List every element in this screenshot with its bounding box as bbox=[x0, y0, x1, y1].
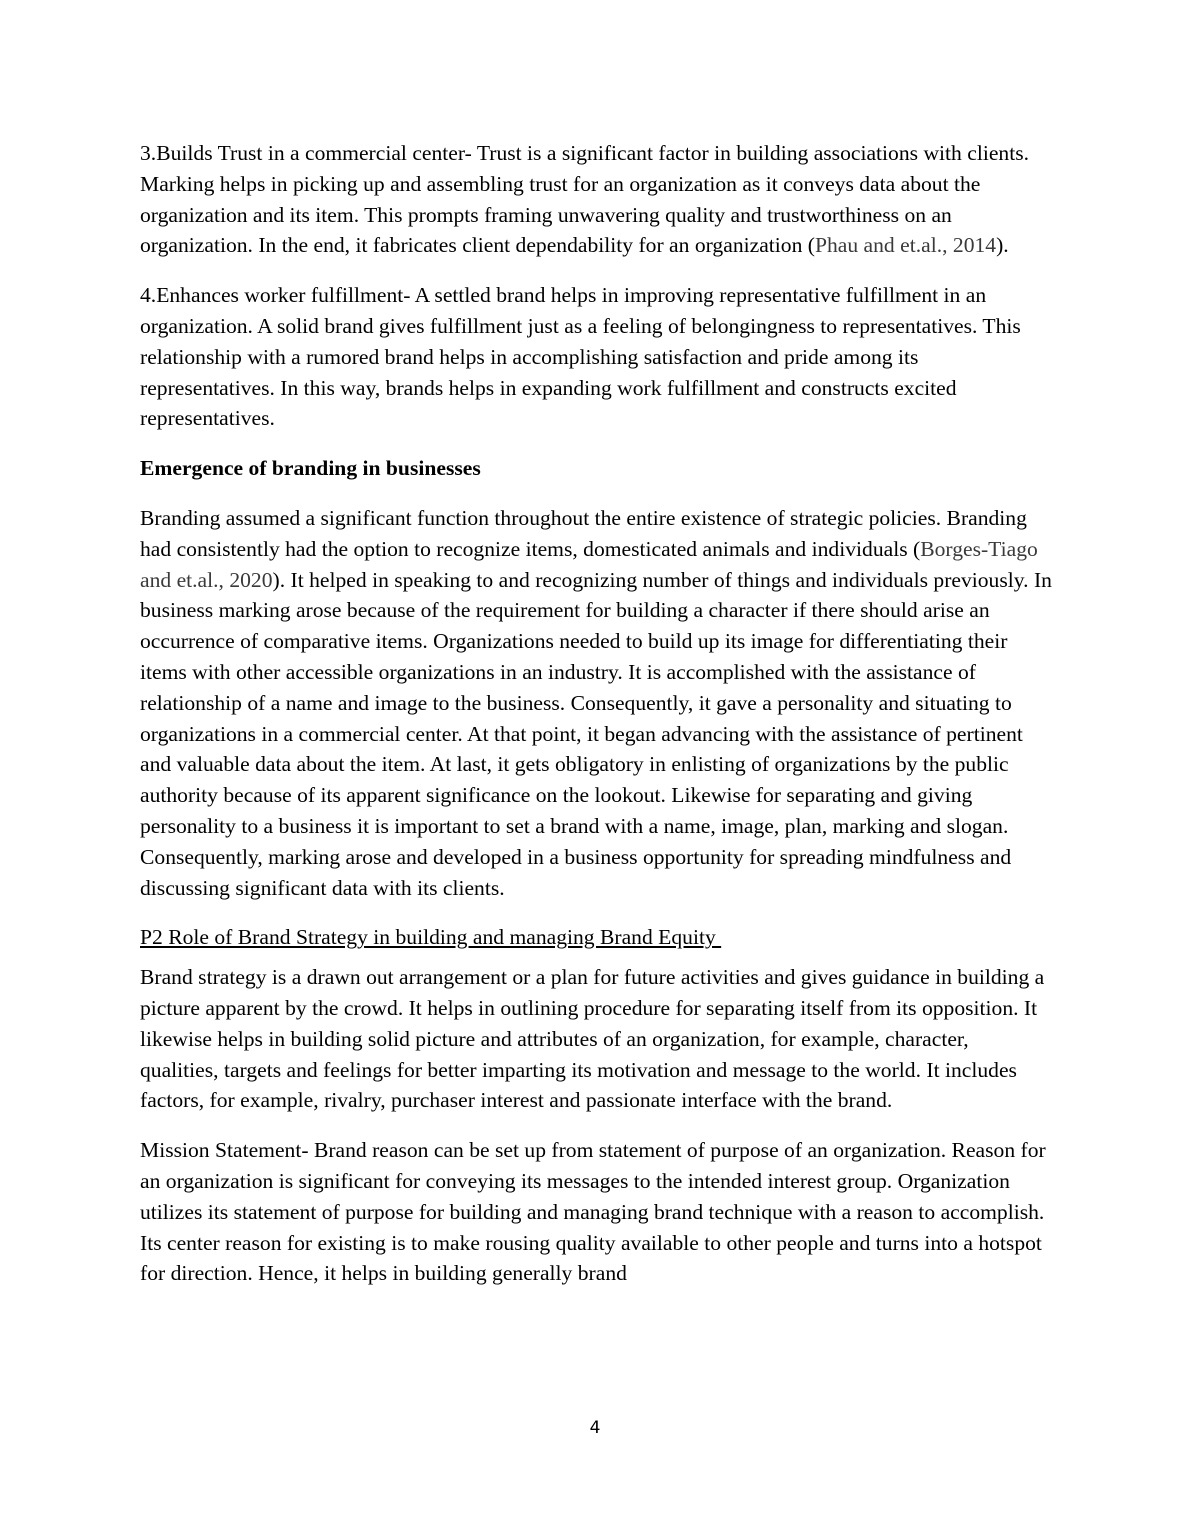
paragraph-text: Brand strategy is a drawn out arrangement or a plan for future activities and gives guidance in building a picture apparent by the crowd. It helps in outlining procedure for separating itself from its opposition. It likewise helps in building solid picture and attributes of an organization, for example, character, qualities, targets and feelings for better imparting its motivation and message to the world. It includes factors, for example, rivalry, purchaser interest and passionate interface with the brand. bbox=[140, 965, 1045, 1113]
heading-p2-brand-strategy: P2 Role of Brand Strategy in building and managing Brand Equity bbox=[140, 925, 722, 950]
paragraph-text-end: ). bbox=[996, 233, 1009, 258]
citation-borges-tiago: Borges-Tiago and et.al., 2020 bbox=[140, 536, 1038, 592]
paragraph-text: 3.Builds Trust in a commercial center- Trust is a significant factor in building associations with clients. Marking helps in picking up and assembling trust for an organization as it conveys data about the organization and its item. This prompts framing unwavering quality and trustworthiness on an organization. In the end, it fabricates client dependability for an organization ( bbox=[140, 141, 1030, 258]
paragraph-text: Mission Statement- Brand reason can be set up from statement of purpose of an organization. Reason for an organization is significant for conveying its messages to the intended interest group. Organization utilizes its statement of purpose for building and managing brand technique with a reason to accomplish. Its center reason for existing is to make rousing quality available to other people and turns into a hotspot for direction. Hence, it helps in building generally brand bbox=[140, 1138, 1046, 1286]
citation-phau: Phau and et.al., 2014 bbox=[814, 233, 997, 258]
paragraph-worker-fulfillment bbox=[140, 280, 1052, 434]
paragraph-emergence-body bbox=[140, 503, 1052, 903]
heading-emergence-of-branding: Emergence of branding in businesses bbox=[140, 456, 481, 481]
paragraph-text-end: ). It helped in speaking to and recognizing number of things and individuals previously. In business marking arose because of the requirement for building a character if there should arise an occurrence of comparative items. Organizations needed to build up its image for differentiating their items with other accessible organizations in an industry. It is accomplished with the assistance of relationship of a name and image to the business. Consequently, it gave a personality and situating to organizations in a commercial center. At that point, it began advancing with the assistance of pertinent and valuable data about the item. At last, it gets obligatory in enlisting of organizations by the public authority because of its apparent significance on the lookout. Likewise for separating and giving personality to a business it is important to set a brand with a name, image, plan, marking and slogan. Consequently, marking arose and developed in a business opportunity for spreading mindfulness and discussing significant data with its clients. bbox=[140, 567, 1052, 900]
paragraph-mission-statement bbox=[140, 1135, 1052, 1289]
page-body bbox=[140, 138, 1052, 1308]
paragraph-text: 4.Enhances worker fulfillment- A settled brand helps in improving representative fulfillment in an organization. A solid brand gives fulfillment just as a feeling of belongingness to representatives. This relationship with a rumored brand helps in accomplishing satisfaction and pride among its representatives. In this way, brands helps in expanding work fulfillment and constructs excited representatives. bbox=[140, 283, 1021, 431]
paragraph-text-start: Branding assumed a significant function throughout the entire existence of strategic policies. Branding had consistently had the option to recognize items, domesticated animals and individuals ( bbox=[140, 505, 1027, 561]
page-number: 4 bbox=[589, 1418, 601, 1438]
paragraph-builds-trust bbox=[140, 138, 1052, 261]
paragraph-brand-strategy bbox=[140, 962, 1052, 1116]
